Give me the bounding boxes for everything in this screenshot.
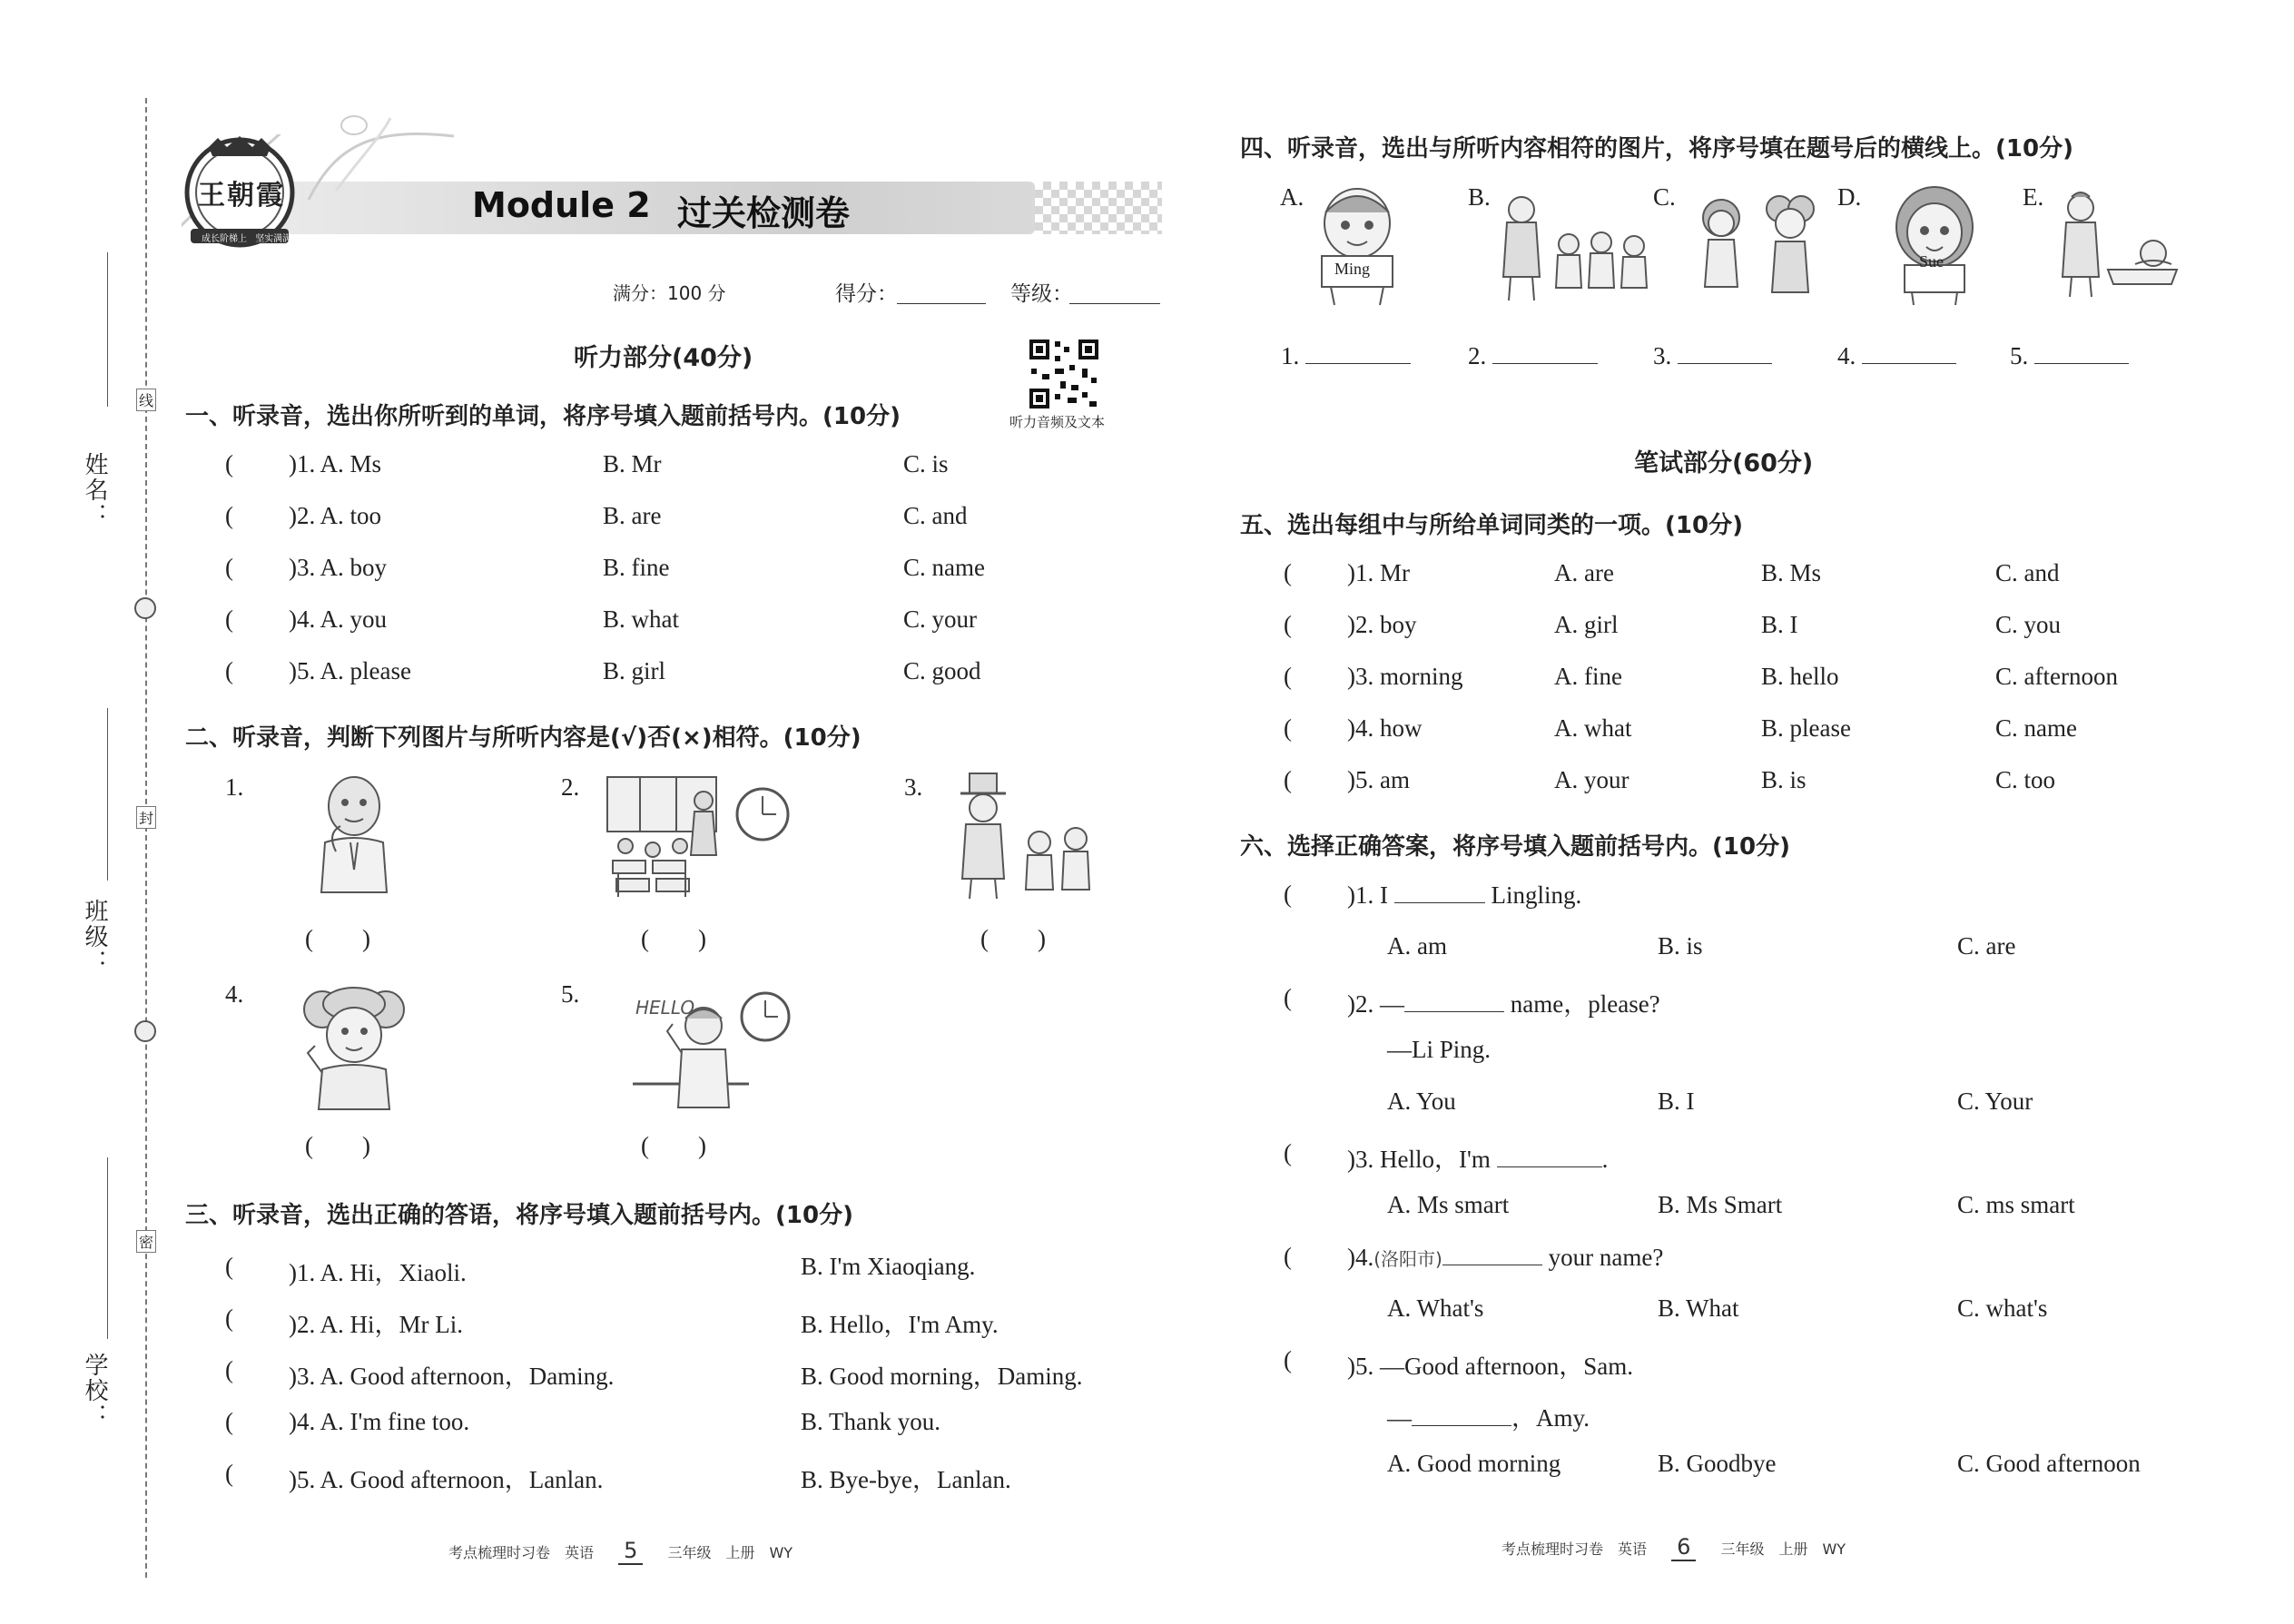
s3-q3-a: )3. A. Good afternoon，Daming. bbox=[289, 1363, 615, 1390]
s3-answer-paren-5[interactable]: ( bbox=[225, 1460, 233, 1487]
s4-label-a: A. bbox=[1280, 183, 1305, 211]
qr-code[interactable] bbox=[1028, 338, 1100, 410]
s5-q2-b: B. I bbox=[1761, 611, 1798, 638]
s5-q4-c: C. name bbox=[1995, 714, 2077, 742]
footer-left-grade: 三年级 上册 WY bbox=[667, 1544, 793, 1561]
s6-q1-stem bbox=[1347, 881, 1581, 910]
s5-answer-paren-3[interactable]: ( bbox=[1284, 663, 1292, 690]
footer-right-grade: 三年级 上册 WY bbox=[1720, 1540, 1846, 1558]
s5-q5-c: C. too bbox=[1995, 766, 2056, 793]
s1-q5-c: C. good bbox=[903, 657, 981, 684]
s2-answer-paren-3[interactable]: ( ) bbox=[980, 925, 1046, 952]
footer-left bbox=[448, 1538, 793, 1565]
s6-answer-paren-3[interactable]: ( bbox=[1284, 1139, 1292, 1166]
s2-num-1: 1. bbox=[225, 773, 244, 801]
s6-q4-a: A. What's bbox=[1387, 1294, 1484, 1322]
s5-q4-b: B. please bbox=[1761, 714, 1851, 742]
s5-q3-word: )3. morning bbox=[1347, 663, 1463, 690]
footer-left-page: 5 bbox=[618, 1538, 643, 1565]
binding-hole-1 bbox=[134, 597, 156, 619]
s6-q3-post: . bbox=[1601, 1146, 1609, 1173]
s6-answer-paren-4[interactable]: ( bbox=[1284, 1243, 1292, 1270]
s5-q5-a: A. your bbox=[1554, 766, 1629, 793]
s6-q2-post: name，please? bbox=[1510, 990, 1660, 1018]
s6-answer-paren-5[interactable]: ( bbox=[1284, 1346, 1292, 1373]
s6-q4-post: your name? bbox=[1548, 1244, 1664, 1271]
s1-answer-paren-3[interactable]: ( bbox=[225, 554, 233, 581]
s6-q5-b: B. Goodbye bbox=[1658, 1450, 1777, 1477]
s6-q5-reply bbox=[1387, 1398, 1590, 1433]
seal-char-xian: 线 bbox=[136, 389, 156, 411]
s2-picture-2-classroom-clock bbox=[604, 773, 794, 901]
s3-answer-paren-3[interactable]: ( bbox=[225, 1356, 233, 1383]
s5-q4-word: )4. how bbox=[1347, 714, 1423, 742]
s4-picture-a-boy-ming bbox=[1307, 180, 1407, 307]
s1-q3-c: C. name bbox=[903, 554, 985, 581]
s3-q5-b: B. Bye-bye，Lanlan. bbox=[801, 1466, 1011, 1493]
s3-q2-a: )2. A. Hi，Mr Li. bbox=[289, 1311, 463, 1338]
s1-q4-b: B. what bbox=[603, 605, 679, 633]
s6-q5-a: A. Good morning bbox=[1387, 1450, 1561, 1477]
s4-answer-num-3: 3. bbox=[1653, 342, 1672, 369]
s1-q2-b: B. are bbox=[603, 502, 662, 529]
s4-picture-c-two-girls bbox=[1685, 187, 1830, 300]
s6-q2-b: B. I bbox=[1658, 1088, 1695, 1115]
s1-q1-c: C. is bbox=[903, 450, 949, 477]
module-label: Module 2 bbox=[472, 185, 651, 225]
footer-right bbox=[1501, 1534, 1846, 1561]
s6-q5-stem: )5. —Good afternoon，Sam. bbox=[1347, 1353, 1633, 1380]
s4-label-e: E. bbox=[2023, 183, 2044, 211]
binding-school-label: 学校： bbox=[81, 1353, 108, 1429]
s6-answer-paren-1[interactable]: ( bbox=[1284, 881, 1292, 908]
binding-name-label: 姓名： bbox=[81, 452, 108, 528]
s3-q1-a: )1. A. Hi，Xiaoli. bbox=[289, 1259, 467, 1286]
binding-school-line bbox=[107, 1157, 108, 1339]
grade-blank bbox=[1069, 303, 1160, 304]
s3-answer-paren-1[interactable]: ( bbox=[225, 1253, 233, 1280]
s4-sign-ming: Ming bbox=[1334, 260, 1371, 278]
s2-answer-paren-2[interactable]: ( ) bbox=[641, 925, 706, 952]
s6-q3-pre: )3. Hello，I'm bbox=[1347, 1146, 1491, 1173]
s4-title: 四、听录音，选出与所听内容相符的图片，将序号填在题号后的横线上。(10分) bbox=[1240, 135, 2073, 162]
s4-answer-blank-3[interactable] bbox=[1678, 341, 1772, 364]
s1-answer-paren-1[interactable]: ( bbox=[225, 450, 233, 477]
s4-answer-4 bbox=[1837, 341, 1956, 370]
seal-char-feng: 封 bbox=[136, 806, 156, 829]
s2-hello-board-text: HELLO bbox=[635, 997, 695, 1019]
s5-q1-c: C. and bbox=[1995, 559, 2060, 586]
s6-q3-c: C. ms smart bbox=[1957, 1191, 2075, 1218]
s5-q5-word: )5. am bbox=[1347, 766, 1410, 793]
s4-answer-3 bbox=[1653, 341, 1772, 370]
s4-answer-num-2: 2. bbox=[1468, 342, 1487, 369]
s4-answer-1 bbox=[1281, 341, 1411, 370]
s6-q5-reply-post: ，Amy. bbox=[1511, 1404, 1590, 1432]
brand-slogans bbox=[202, 231, 291, 244]
binding-cut-line bbox=[145, 98, 147, 1578]
qr-caption: 听力音频及文本 bbox=[1009, 414, 1106, 430]
s2-answer-paren-1[interactable]: ( ) bbox=[305, 925, 370, 952]
s1-q3-a: )3. A. boy bbox=[289, 554, 387, 581]
s6-q1-blank[interactable] bbox=[1394, 881, 1485, 903]
s4-answer-num-4: 4. bbox=[1837, 342, 1856, 369]
grade-label: 等级： bbox=[1010, 282, 1073, 306]
header-ribbon bbox=[300, 109, 463, 209]
s1-answer-paren-2[interactable]: ( bbox=[225, 502, 233, 529]
s2-picture-3-man-and-kids bbox=[944, 770, 1103, 901]
s3-q1-b: B. I'm Xiaoqiang. bbox=[801, 1253, 976, 1280]
full-score: 满分：100 分 bbox=[613, 282, 726, 304]
s3-q4-a: )4. A. I'm fine too. bbox=[289, 1408, 470, 1435]
s5-q3-c: C. afternoon bbox=[1995, 663, 2118, 690]
s6-q1-b: B. is bbox=[1658, 932, 1703, 960]
s6-q3-blank[interactable] bbox=[1497, 1145, 1602, 1167]
s5-q3-a: A. fine bbox=[1554, 663, 1622, 690]
s5-q1-a: A. are bbox=[1554, 559, 1614, 586]
s6-q1-pre: )1. I bbox=[1347, 881, 1388, 909]
s1-answer-paren-4[interactable]: ( bbox=[225, 605, 233, 633]
s5-q3-b: B. hello bbox=[1761, 663, 1839, 690]
s6-q4-pre: )4. bbox=[1347, 1244, 1374, 1271]
s6-q2-pre: )2. — bbox=[1347, 990, 1404, 1018]
s4-label-d: D. bbox=[1837, 183, 1862, 211]
s6-q2-blank[interactable] bbox=[1404, 989, 1504, 1012]
s1-q4-c: C. your bbox=[903, 605, 977, 633]
s2-picture-1-old-man bbox=[300, 770, 409, 897]
s4-answer-blank-1[interactable] bbox=[1305, 341, 1411, 364]
s1-answer-paren-5[interactable]: ( bbox=[225, 657, 233, 684]
footer-left-book: 考点梳理时习卷 英语 bbox=[448, 1544, 595, 1561]
s6-q1-c: C. are bbox=[1957, 932, 2016, 960]
s4-label-b: B. bbox=[1468, 183, 1491, 211]
s4-answer-blank-2[interactable] bbox=[1492, 341, 1598, 364]
s5-q2-word: )2. boy bbox=[1347, 611, 1417, 638]
s3-q5-a: )5. A. Good afternoon，Lanlan. bbox=[289, 1466, 604, 1493]
s5-q2-a: A. girl bbox=[1554, 611, 1619, 638]
s4-picture-d-girl-sue bbox=[1885, 182, 1984, 307]
listening-heading: 听力部分(40分) bbox=[574, 344, 753, 372]
s5-q1-word: )1. Mr bbox=[1347, 559, 1410, 586]
s6-q2-reply: —Li Ping. bbox=[1387, 1036, 1492, 1063]
s4-sign-sue: Sue bbox=[1919, 252, 1944, 271]
s6-q2-c: C. Your bbox=[1957, 1088, 2033, 1115]
s6-q5-c: C. Good afternoon bbox=[1957, 1450, 2141, 1477]
brand-name: 王朝霞 bbox=[198, 180, 285, 212]
s6-q4-blank[interactable] bbox=[1442, 1243, 1542, 1265]
s1-q5-b: B. girl bbox=[603, 657, 666, 684]
s1-q5-a: )5. A. please bbox=[289, 657, 411, 684]
s1-q2-c: C. and bbox=[903, 502, 968, 529]
s6-q2-a: A. You bbox=[1387, 1088, 1456, 1115]
s2-num-4: 4. bbox=[225, 980, 244, 1008]
brand-slogan-2: 坚实满满 bbox=[255, 234, 292, 244]
s2-answer-paren-4[interactable]: ( ) bbox=[305, 1132, 370, 1159]
binding-class-line bbox=[107, 708, 108, 881]
s6-q1-post: Lingling. bbox=[1491, 881, 1582, 909]
s1-q1-b: B. Mr bbox=[603, 450, 662, 477]
s2-answer-paren-5[interactable]: ( ) bbox=[641, 1132, 706, 1159]
s5-q1-b: B. Ms bbox=[1761, 559, 1822, 586]
s6-q4-stem bbox=[1347, 1243, 1663, 1272]
s5-q2-c: C. you bbox=[1995, 611, 2062, 638]
s3-q4-b: B. Thank you. bbox=[801, 1408, 940, 1435]
s2-picture-4-girl-waving bbox=[295, 982, 413, 1114]
score-label: 得分： bbox=[835, 282, 898, 306]
s4-answer-blank-4[interactable] bbox=[1862, 341, 1956, 364]
s4-answer-5 bbox=[2010, 341, 2129, 370]
s6-q5-reply-pre: — bbox=[1387, 1404, 1412, 1432]
s4-label-c: C. bbox=[1653, 183, 1676, 211]
s5-title: 五、选出每组中与所给单词同类的一项。(10分) bbox=[1240, 512, 1743, 539]
s5-q4-a: A. what bbox=[1554, 714, 1632, 742]
s2-num-2: 2. bbox=[561, 773, 580, 801]
s5-q5-b: B. is bbox=[1761, 766, 1807, 793]
s6-q5-blank[interactable] bbox=[1412, 1403, 1511, 1426]
seal-char-mi: 密 bbox=[136, 1230, 156, 1253]
s6-q3-a: A. Ms smart bbox=[1387, 1191, 1510, 1218]
footer-right-book: 考点梳理时习卷 英语 bbox=[1501, 1540, 1648, 1558]
s6-q3-b: B. Ms Smart bbox=[1658, 1191, 1783, 1218]
binding-name-line bbox=[107, 252, 108, 407]
s5-answer-paren-2[interactable]: ( bbox=[1284, 611, 1292, 638]
footer-right-page: 6 bbox=[1671, 1534, 1696, 1561]
s2-title: 二、听录音，判断下列图片与所听内容是(√)否(×)相符。(10分) bbox=[185, 724, 861, 752]
s4-picture-e-man-and-baby bbox=[2053, 186, 2181, 300]
s1-q2-a: )2. A. too bbox=[289, 502, 382, 529]
s4-answer-num-5: 5. bbox=[2010, 342, 2029, 369]
brand-slogan-1: 成长阶梯上 bbox=[202, 234, 247, 244]
s1-q4-a: )4. A. you bbox=[289, 605, 387, 633]
s2-num-3: 3. bbox=[904, 773, 923, 801]
s4-picture-b-teacher-kids bbox=[1485, 186, 1658, 304]
s4-answer-2 bbox=[1468, 341, 1598, 370]
score-blank bbox=[897, 303, 986, 304]
s6-q1-a: A. am bbox=[1387, 932, 1447, 960]
s6-title: 六、选择正确答案，将序号填入题前括号内。(10分) bbox=[1240, 833, 1790, 861]
s6-q2-stem bbox=[1347, 984, 1660, 1019]
s3-answer-paren-4[interactable]: ( bbox=[225, 1408, 233, 1435]
s1-q3-b: B. fine bbox=[603, 554, 670, 581]
s3-q2-b: B. Hello，I'm Amy. bbox=[801, 1311, 999, 1338]
s2-num-5: 5. bbox=[561, 980, 580, 1008]
s1-title: 一、听录音，选出你所听到的单词，将序号填入题前括号内。(10分) bbox=[185, 403, 901, 430]
s6-q4-c: C. what's bbox=[1957, 1294, 2048, 1322]
s3-answer-paren-2[interactable]: ( bbox=[225, 1304, 233, 1332]
s5-answer-paren-4[interactable]: ( bbox=[1284, 714, 1292, 742]
s5-answer-paren-1[interactable]: ( bbox=[1284, 559, 1292, 586]
binding-hole-2 bbox=[134, 1020, 156, 1042]
s6-answer-paren-2[interactable]: ( bbox=[1284, 984, 1292, 1011]
s3-title: 三、听录音，选出正确的答语，将序号填入题前括号内。(10分) bbox=[185, 1202, 853, 1229]
s6-q3-stem bbox=[1347, 1139, 1608, 1175]
binding-class-label: 班级： bbox=[81, 899, 108, 975]
s6-q4-tag: (洛阳市) bbox=[1373, 1248, 1442, 1270]
s6-q4-b: B. What bbox=[1658, 1294, 1739, 1322]
written-heading: 笔试部分(60分) bbox=[1634, 449, 1814, 477]
paper-title: 过关检测卷 bbox=[677, 193, 851, 233]
s1-q1-a: )1. A. Ms bbox=[289, 450, 382, 477]
s5-answer-paren-5[interactable]: ( bbox=[1284, 766, 1292, 793]
s3-q3-b: B. Good morning，Daming. bbox=[801, 1363, 1083, 1390]
s4-answer-num-1: 1. bbox=[1281, 342, 1300, 369]
header-banner-checker bbox=[1035, 182, 1162, 234]
s4-answer-blank-5[interactable] bbox=[2034, 341, 2129, 364]
